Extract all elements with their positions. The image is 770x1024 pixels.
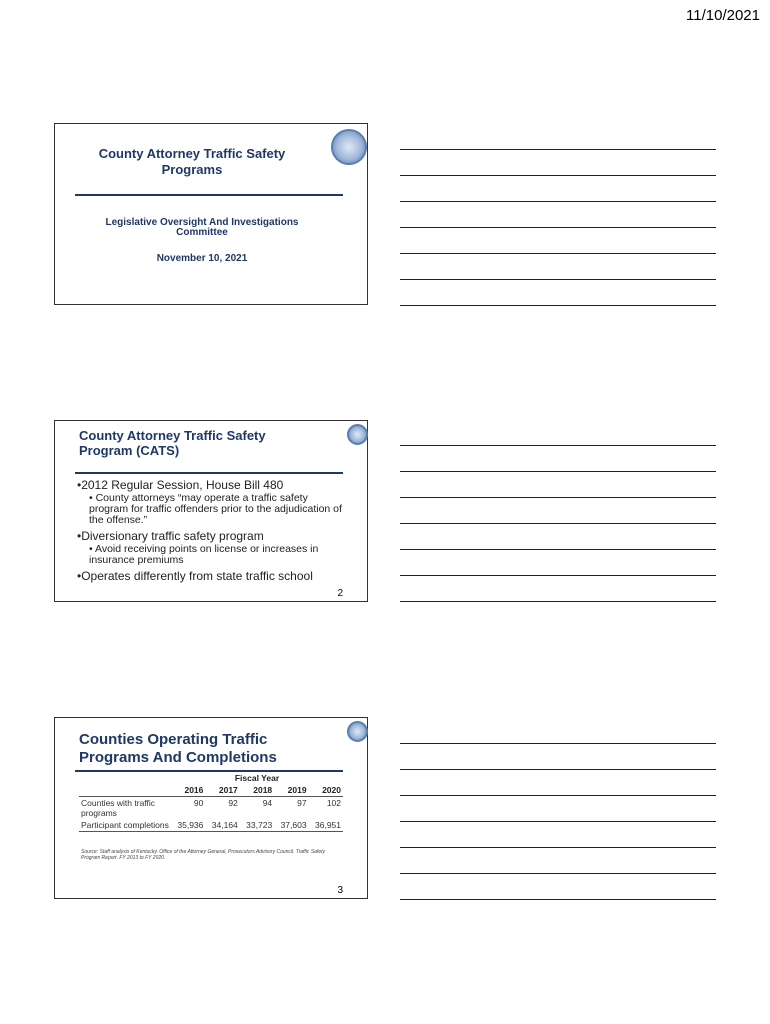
slide-3-title: Counties Operating Traffic Programs And Completions (79, 731, 277, 766)
table-cell: 97 (297, 798, 307, 808)
table-cell: 102 (326, 798, 341, 808)
commonwealth-seal-icon (331, 129, 367, 165)
slide-2 (54, 420, 368, 602)
table-cell: 35,936 (177, 820, 204, 830)
slide-2-body (77, 478, 349, 583)
note-line (400, 228, 716, 254)
table-cell: 94 (262, 798, 273, 808)
note-line (400, 446, 716, 472)
year-header: 2020 (322, 785, 341, 795)
sub-bullet-item: • County attorneys “may operate a traffic safety program for traffic offenders prior to the adjudication of the offense.” (89, 492, 342, 526)
note-line (400, 822, 716, 848)
bullet-item: •2012 Regular Session, House Bill 480 (77, 478, 284, 492)
notes-lines-1 (400, 124, 716, 306)
note-line (400, 718, 716, 744)
table-cell: 36,951 (315, 820, 341, 830)
slide-1-date: November 10, 2021 (156, 253, 248, 264)
note-line (400, 176, 716, 202)
slide-1-title: County Attorney Traffic Safety Programs (98, 146, 286, 177)
notes-lines-3 (400, 718, 716, 900)
note-line (400, 796, 716, 822)
table-row (79, 797, 343, 820)
year-header: 2019 (287, 785, 307, 795)
completions-table (79, 772, 343, 832)
note-line (400, 420, 716, 446)
row-label: Participant completions (81, 820, 169, 830)
table-cell: 90 (193, 798, 204, 808)
sub-bullet-item: • Avoid receiving points on license or increases in insurance premiums (89, 543, 319, 566)
note-line (400, 498, 716, 524)
year-header: 2016 (184, 785, 204, 795)
year-header: 2017 (218, 785, 238, 795)
slide-1-subtitle: Legislative Oversight And Investigations Committee (105, 217, 299, 238)
table-row (79, 819, 343, 832)
note-line (400, 524, 716, 550)
slide-1 (54, 123, 368, 305)
slide-2-title: County Attorney Traffic Safety Program (CATS) (79, 428, 266, 458)
bullet-item: •Operates differently from state traffic school (77, 569, 313, 583)
print-date: 11/10/2021 (686, 7, 760, 24)
commonwealth-seal-icon (347, 721, 368, 742)
table-cell: 34,164 (211, 820, 238, 830)
note-line (400, 550, 716, 576)
note-line (400, 124, 716, 150)
title-divider (75, 472, 343, 474)
note-line (400, 848, 716, 874)
note-line (400, 472, 716, 498)
note-line (400, 874, 716, 900)
note-line (400, 576, 716, 602)
row-label: Counties with traffic programs (81, 798, 156, 818)
note-line (400, 150, 716, 176)
table-cell: 92 (228, 798, 238, 808)
table-cell: 37,603 (280, 820, 307, 830)
fiscal-year-header: Fiscal Year (234, 773, 280, 783)
bullet-item: •Diversionary traffic safety program (77, 529, 264, 543)
commonwealth-seal-icon (347, 424, 368, 445)
page-number: 2 (337, 588, 343, 599)
note-line (400, 280, 716, 306)
title-divider (75, 194, 343, 196)
page-number: 3 (337, 885, 343, 896)
note-line (400, 254, 716, 280)
note-line (400, 770, 716, 796)
source-note: Source: Staff analysis of Kentucky. Office of the Attorney General, Prosecutors Advisory Council. Traffic Safety Program Report. FY 2013 to FY 2020. (81, 849, 325, 861)
slide-3 (54, 717, 368, 899)
year-header: 2018 (253, 785, 273, 795)
note-line (400, 744, 716, 770)
note-line (400, 202, 716, 228)
table-cell: 33,723 (246, 820, 273, 830)
notes-lines-2 (400, 420, 716, 602)
